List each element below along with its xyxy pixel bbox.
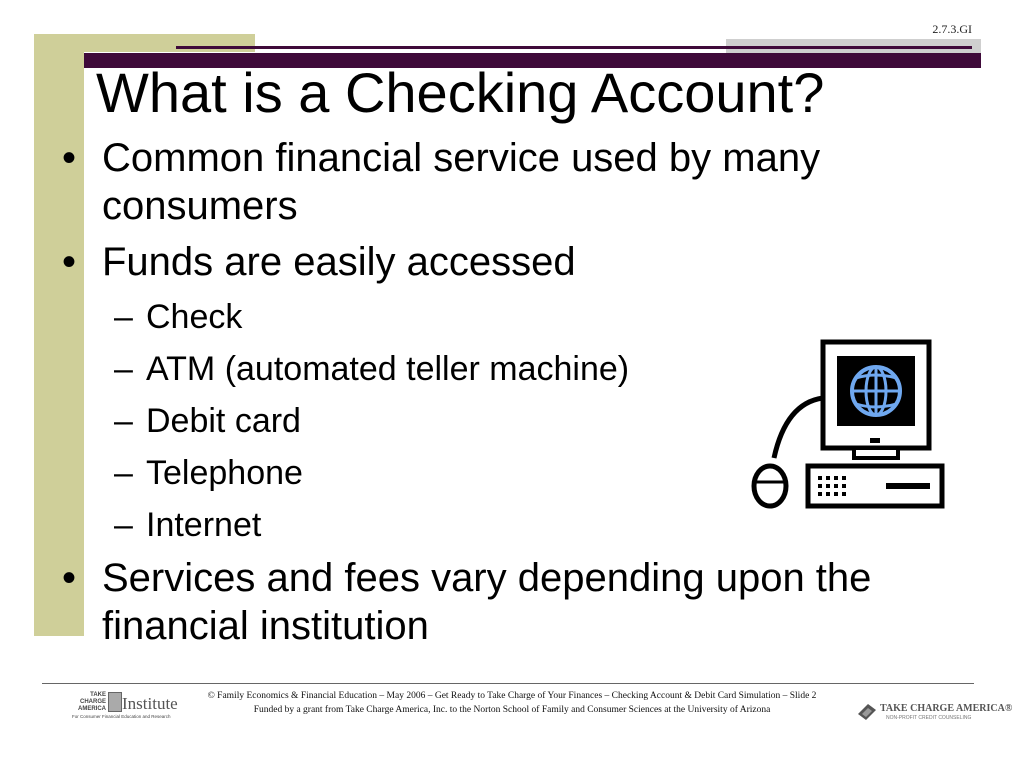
sub-bullet-mark: – bbox=[114, 350, 133, 388]
institute-logo bbox=[72, 690, 180, 722]
decorative-left-bar-top bbox=[84, 34, 255, 52]
bullet-text: Funds are easily accessed bbox=[102, 240, 576, 284]
take-charge-america-logo-icon bbox=[856, 700, 878, 722]
logo-word: CHARGE bbox=[79, 699, 106, 705]
footer-divider bbox=[42, 683, 974, 684]
institute-logo-icon bbox=[108, 692, 122, 712]
bullet-item bbox=[62, 554, 942, 650]
sub-bullet-item bbox=[62, 294, 942, 340]
slide-code: 2.7.3.GI bbox=[932, 22, 972, 36]
bullet-mark: • bbox=[62, 240, 77, 284]
logo-tagline: For Consumer Financial Education and Research bbox=[72, 714, 171, 719]
trademark-mark: ® bbox=[1004, 703, 1013, 714]
sub-bullet-text: Debit card bbox=[146, 402, 301, 440]
sub-bullet-text: Check bbox=[146, 298, 243, 336]
footer-text bbox=[170, 689, 854, 717]
sub-bullet-text: ATM (automated teller machine) bbox=[146, 350, 630, 388]
take-charge-america-logo bbox=[856, 700, 1013, 724]
bullet-mark: • bbox=[62, 136, 77, 180]
sub-bullet-mark: – bbox=[114, 506, 133, 544]
bullet-item bbox=[62, 238, 942, 286]
footer-line-2: Funded by a grant from Take Charge America, Inc. to the Norton School of Family and Consumer Sciences at the University of Arizona bbox=[253, 705, 771, 715]
logo-name-text: TAKE CHARGE AMERICA bbox=[880, 703, 1005, 714]
bullet-text: Services and fees vary depending upon the financial institution bbox=[102, 556, 872, 648]
logo-name: Institute bbox=[122, 694, 178, 713]
logo-tagline: NON-PROFIT CREDIT COUNSELING bbox=[886, 715, 972, 721]
logo-word: TAKE bbox=[90, 692, 106, 698]
logo-word: AMERICA bbox=[78, 706, 106, 712]
slide-title: What is a Checking Account? bbox=[96, 61, 825, 124]
bullet-text: Common financial service used by many consumers bbox=[102, 136, 821, 228]
decorative-thin-line bbox=[176, 46, 972, 49]
sub-bullet-mark: – bbox=[114, 402, 133, 440]
sub-bullet-text: Telephone bbox=[146, 454, 303, 492]
computer-globe-icon bbox=[746, 338, 948, 514]
bullet-item bbox=[62, 134, 942, 230]
footer-line-1: © Family Economics & Financial Education – May 2006 – Get Ready to Take Charge of Your Finances – Checking Account & Debit Card Simulation – Slide 2 bbox=[207, 691, 817, 701]
logo-name bbox=[880, 703, 1012, 714]
sub-bullet-text: Internet bbox=[146, 506, 262, 544]
sub-bullet-mark: – bbox=[114, 298, 133, 336]
sub-bullet-mark: – bbox=[114, 454, 133, 492]
bullet-mark: • bbox=[62, 556, 77, 600]
